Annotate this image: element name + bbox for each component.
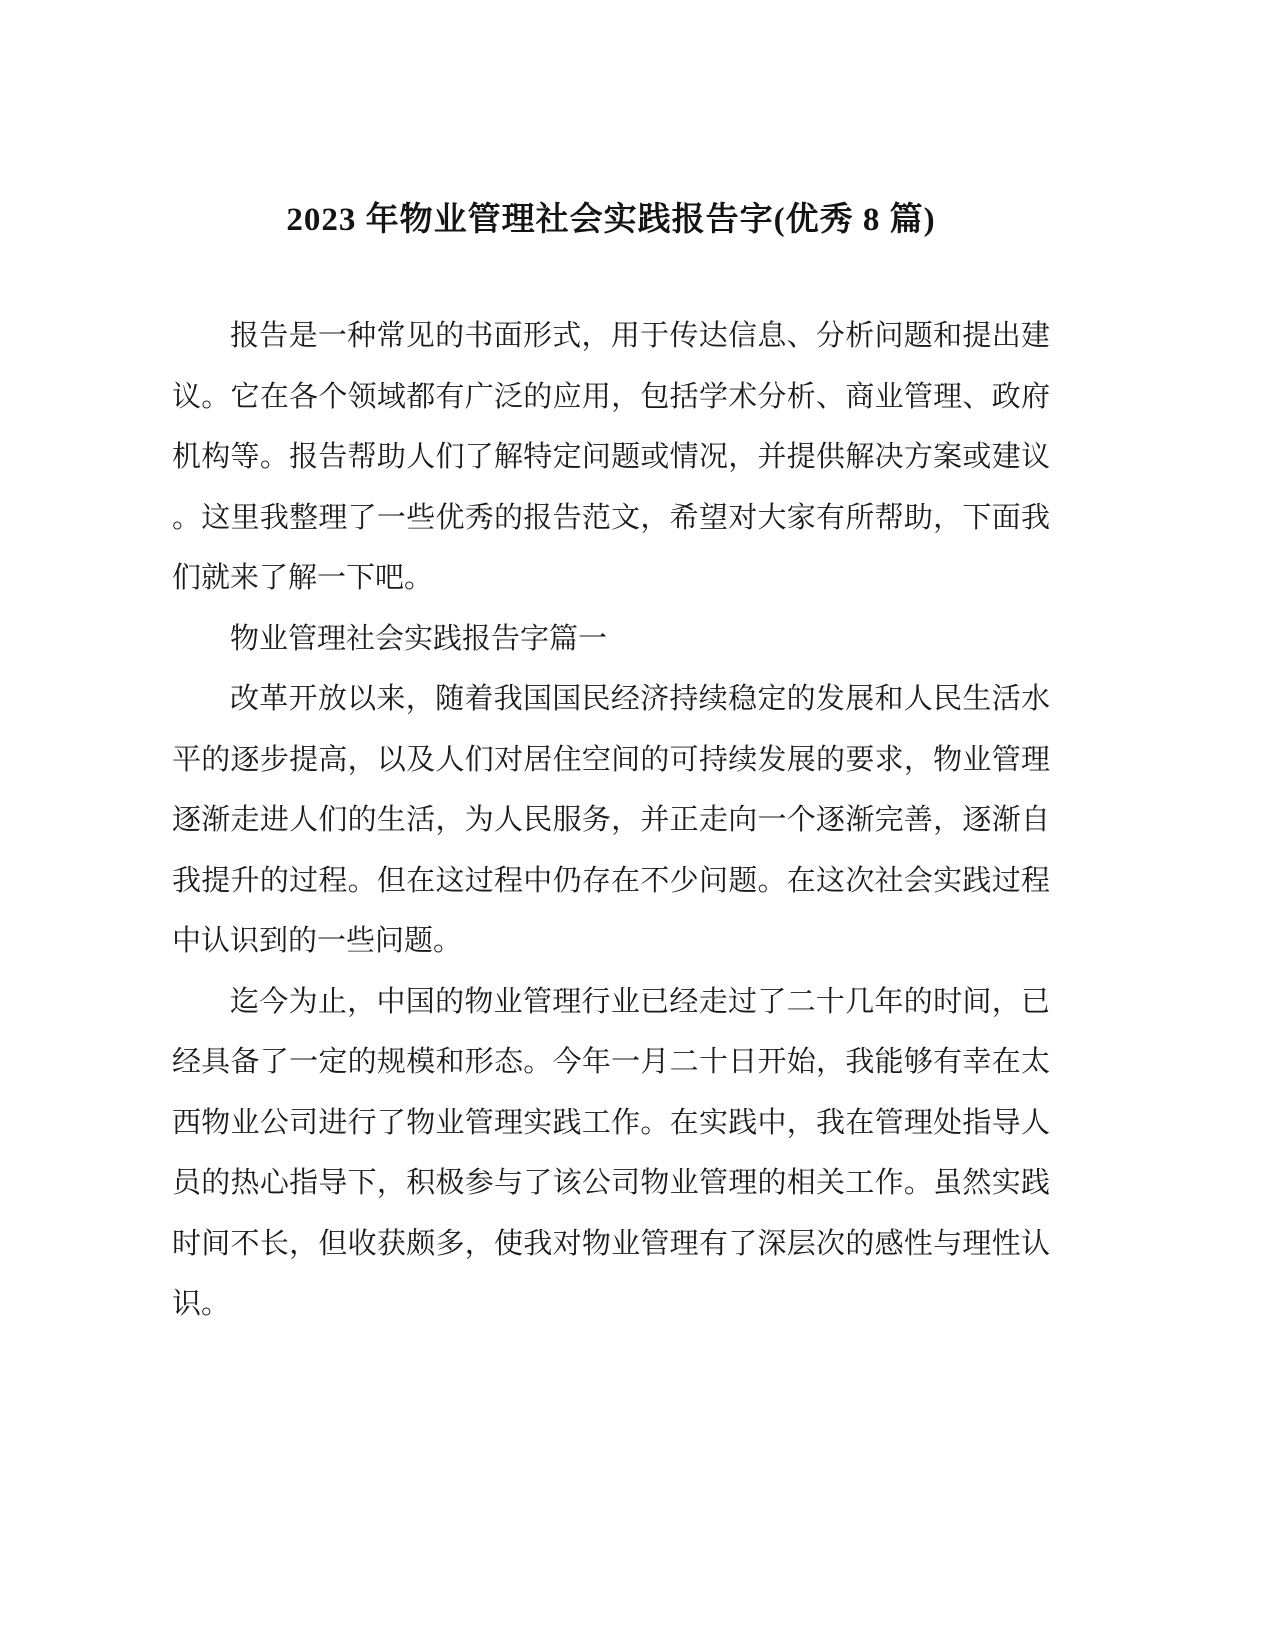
paragraph-body-2: 迄今为止，中国的物业管理行业已经走过了二十几年的时间，已经具备了一定的规模和形态。今年一月二十日开始，我能够有幸在太西物业公司进行了物业管理实践工作。在实践中，我在管理处指导人员的热心指导下，积极参与了该公司物业管理的相关工作。虽然实践时间不长，但收获颇多，使我对物业管理有了深层次的感性与理性认识。 (172, 985, 1050, 1320)
paragraph-section-heading: 物业管理社会实践报告字篇一 (230, 622, 608, 655)
document-title: 2023 年物业管理社会实践报告字(优秀 8 篇) (286, 202, 936, 238)
document-body (172, 196, 1050, 1335)
paragraph-body-1: 改革开放以来，随着我国国民经济持续稳定的发展和人民生活水平的逐步提高，以及人们对居住空间的可持续发展的要求，物业管理逐渐走进人们的生活，为人民服务，并正走向一个逐渐完善，逐渐自我提升的过程。但在这过程中仍存在不少问题。在这次社会实践过程中认识到的一些问题。 (172, 683, 1050, 957)
paragraph-intro: 报告是一种常见的书面形式，用于传达信息、分析问题和提出建议。它在各个领域都有广泛的应用，包括学术分析、商业管理、政府机构等。报告帮助人们了解特定问题或情况，并提供解决方案或建议。这里我整理了一些优秀的报告范文，希望对大家有所帮助，下面我们就来了解一下吧。 (172, 320, 1050, 594)
